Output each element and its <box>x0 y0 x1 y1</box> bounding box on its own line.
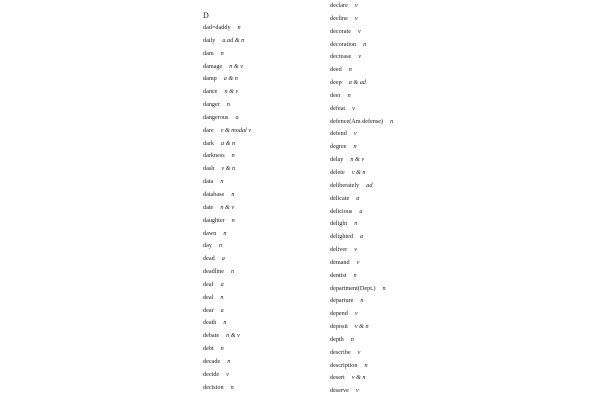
entry-part-of-speech: n <box>227 357 231 365</box>
entry-word: delay <box>330 156 344 164</box>
word-entry <box>203 382 251 395</box>
entry-word: defeat <box>330 104 346 112</box>
entry-part-of-speech: n <box>237 24 241 31</box>
word-entry <box>330 51 393 64</box>
entry-part-of-speech: n <box>231 190 235 198</box>
entry-part-of-speech: v & modal v <box>220 126 252 134</box>
entry-part-of-speech: n & v <box>224 88 239 96</box>
word-entry <box>203 48 251 61</box>
entry-part-of-speech: v <box>352 104 355 112</box>
entry-word: deserve <box>330 387 349 395</box>
entry-part-of-speech: v <box>356 258 360 266</box>
entry-word: desert <box>330 374 345 382</box>
word-entry <box>330 90 393 103</box>
word-entry <box>203 125 251 138</box>
word-entry <box>203 343 251 356</box>
entry-word: dentist <box>330 271 347 279</box>
entry-part-of-speech: n <box>353 271 357 279</box>
word-entry <box>203 215 251 228</box>
entry-word: decrease <box>330 53 352 61</box>
section-letter-heading: D <box>203 11 209 20</box>
entry-word: debate <box>203 332 220 340</box>
entry-word: decide <box>203 370 220 378</box>
entry-word: dear <box>203 306 214 314</box>
word-entry <box>203 61 251 74</box>
word-entry <box>330 283 393 296</box>
entry-part-of-speech: n & v <box>229 62 243 70</box>
word-entry <box>203 176 251 189</box>
entry-part-of-speech: n <box>353 143 357 151</box>
entry-part-of-speech: v <box>226 370 229 378</box>
word-entry <box>330 0 393 13</box>
word-entry <box>203 99 251 112</box>
entry-word: deaf <box>203 280 214 288</box>
entry-word: damage <box>203 62 223 70</box>
entry-part-of-speech: v <box>355 387 359 395</box>
entry-part-of-speech: ad <box>366 181 373 189</box>
entry-word: deliberately <box>330 181 360 189</box>
word-entry <box>203 240 251 253</box>
entry-part-of-speech: v & n <box>351 168 366 176</box>
entry-part-of-speech: n <box>348 66 352 74</box>
entry-part-of-speech: a <box>220 306 224 314</box>
entry-part-of-speech: n <box>363 40 367 48</box>
word-entry <box>203 330 251 343</box>
entry-word: dangerous <box>203 113 229 121</box>
word-entry <box>330 167 393 180</box>
entry-word: dash <box>203 165 215 173</box>
word-entry <box>330 77 393 90</box>
word-entry <box>203 150 251 163</box>
entry-word: describe <box>330 348 351 356</box>
word-list-right-column <box>330 0 393 398</box>
entry-word: defence(Am defense) <box>330 117 384 125</box>
word-entry <box>330 180 393 193</box>
entry-word: deer <box>330 91 341 99</box>
entry-part-of-speech: n <box>231 216 235 224</box>
entry-word: daughter <box>203 216 225 224</box>
entry-word: delicious <box>330 207 353 215</box>
entry-word: decade <box>203 357 221 365</box>
word-entry <box>330 270 393 283</box>
word-entry <box>330 193 393 206</box>
entry-part-of-speech: n & v <box>226 332 240 340</box>
word-entry <box>330 347 393 360</box>
entry-part-of-speech: a <box>235 113 239 121</box>
entry-word: delete <box>330 168 345 176</box>
word-entry <box>330 244 393 257</box>
entry-part-of-speech: v <box>354 246 357 254</box>
entry-part-of-speech: n <box>231 152 235 160</box>
entry-part-of-speech: n <box>223 319 227 327</box>
entry-part-of-speech: v <box>354 2 358 9</box>
entry-word: darkness <box>203 152 225 160</box>
entry-part-of-speech: a <box>220 280 224 288</box>
entry-word: defend <box>330 130 347 138</box>
word-entry <box>330 321 393 334</box>
entry-part-of-speech: n <box>223 229 227 237</box>
word-entry <box>203 292 251 305</box>
entry-part-of-speech: n <box>226 101 230 109</box>
word-entry <box>330 154 393 167</box>
word-entry <box>330 39 393 52</box>
entry-word: death <box>203 319 217 327</box>
entry-word: date <box>203 203 214 211</box>
entry-word: damp <box>203 75 217 83</box>
word-entry <box>203 369 251 382</box>
entry-word: depth <box>330 335 344 343</box>
word-entry <box>330 64 393 77</box>
entry-word: dare <box>203 126 214 134</box>
entry-word: delighted <box>330 233 354 241</box>
entry-word: dead <box>203 255 215 263</box>
entry-part-of-speech: n & v <box>220 203 235 211</box>
word-entry <box>330 218 393 231</box>
entry-word: dark <box>203 139 214 147</box>
entry-part-of-speech: n <box>220 293 224 301</box>
entry-word: dam <box>203 49 214 57</box>
entry-word: deep <box>330 79 342 87</box>
entry-part-of-speech: n <box>382 284 386 292</box>
entry-word: delicate <box>330 194 350 202</box>
entry-word: decision <box>203 383 224 391</box>
entry-word: departure <box>330 297 354 305</box>
entry-word: database <box>203 190 225 198</box>
entry-part-of-speech: v & n <box>354 323 369 331</box>
word-entry <box>330 257 393 270</box>
word-entry <box>330 231 393 244</box>
entry-part-of-speech: n <box>347 91 351 99</box>
entry-part-of-speech: a <box>356 194 360 202</box>
entry-word: decline <box>330 14 348 22</box>
word-list-left-column <box>203 22 251 394</box>
word-entry <box>330 295 393 308</box>
word-entry <box>330 141 393 154</box>
word-entry <box>330 13 393 26</box>
word-entry <box>330 116 393 129</box>
entry-word: dawn <box>203 229 217 237</box>
word-entry <box>203 228 251 241</box>
word-entry <box>203 189 251 202</box>
entry-part-of-speech: v <box>357 27 361 35</box>
word-entry <box>203 86 251 99</box>
word-entry <box>203 22 251 35</box>
entry-word: decoration <box>330 40 357 48</box>
entry-word: depend <box>330 310 348 318</box>
entry-word: department(Dept.) <box>330 284 376 292</box>
entry-word: danger <box>203 101 220 109</box>
entry-part-of-speech: v <box>354 310 358 318</box>
entry-part-of-speech: a <box>360 233 364 241</box>
entry-part-of-speech: n <box>360 297 364 305</box>
entry-word: dad=daddy <box>203 24 231 31</box>
entry-part-of-speech: n <box>354 220 358 228</box>
word-entry <box>203 356 251 369</box>
entry-part-of-speech: n <box>220 49 224 57</box>
entry-word: description <box>330 361 358 369</box>
entry-part-of-speech: v <box>354 14 358 22</box>
word-entry <box>203 112 251 125</box>
word-entry <box>203 73 251 86</box>
word-entry <box>203 317 251 330</box>
entry-word: deposit <box>330 323 348 331</box>
entry-part-of-speech: n <box>218 242 223 250</box>
word-entry <box>330 128 393 141</box>
entry-part-of-speech: n <box>230 383 234 391</box>
entry-word: decorate <box>330 27 351 35</box>
entry-word: debt <box>203 345 214 353</box>
entry-word: deed <box>330 66 342 74</box>
entry-part-of-speech: a & n <box>223 75 238 83</box>
word-entry <box>330 206 393 219</box>
entry-word: deal <box>203 293 214 301</box>
entry-part-of-speech: n <box>364 361 368 369</box>
entry-part-of-speech: n & v <box>350 156 365 164</box>
entry-part-of-speech: n <box>230 268 235 276</box>
entry-part-of-speech: a.ad & n <box>222 36 245 44</box>
entry-part-of-speech: a <box>359 207 363 215</box>
entry-word: declare <box>330 2 348 9</box>
word-entry <box>203 202 251 215</box>
word-entry <box>203 253 251 266</box>
entry-part-of-speech: a & n <box>221 139 236 147</box>
word-entry <box>203 279 251 292</box>
entry-part-of-speech: v <box>353 130 357 138</box>
entry-part-of-speech: n <box>220 178 224 186</box>
entry-word: data <box>203 178 214 186</box>
entry-part-of-speech: a <box>221 255 225 263</box>
word-entry <box>203 305 251 318</box>
entry-part-of-speech: v <box>358 53 362 61</box>
word-entry <box>330 372 393 385</box>
word-entry <box>330 385 393 398</box>
entry-word: daily <box>203 36 216 44</box>
entry-part-of-speech: v <box>357 348 361 356</box>
word-entry <box>330 308 393 321</box>
word-entry <box>203 163 251 176</box>
entry-part-of-speech: n <box>220 345 224 353</box>
word-entry <box>203 35 251 48</box>
word-entry <box>330 360 393 373</box>
entry-word: delight <box>330 220 348 228</box>
word-entry <box>330 26 393 39</box>
word-entry <box>203 138 251 151</box>
entry-word: demand <box>330 258 350 266</box>
word-entry <box>330 334 393 347</box>
entry-part-of-speech: v & n <box>221 165 236 173</box>
entry-part-of-speech: n <box>350 335 354 343</box>
entry-word: deadline <box>203 268 224 276</box>
entry-word: deliver <box>330 246 348 254</box>
entry-part-of-speech: a & ad <box>348 79 366 87</box>
entry-word: degree <box>330 143 347 151</box>
entry-word: dance <box>203 88 218 96</box>
entry-part-of-speech: n <box>390 117 394 125</box>
entry-part-of-speech: v & n <box>351 374 366 382</box>
word-entry <box>330 103 393 116</box>
word-entry <box>203 266 251 279</box>
entry-word: day <box>203 242 212 250</box>
